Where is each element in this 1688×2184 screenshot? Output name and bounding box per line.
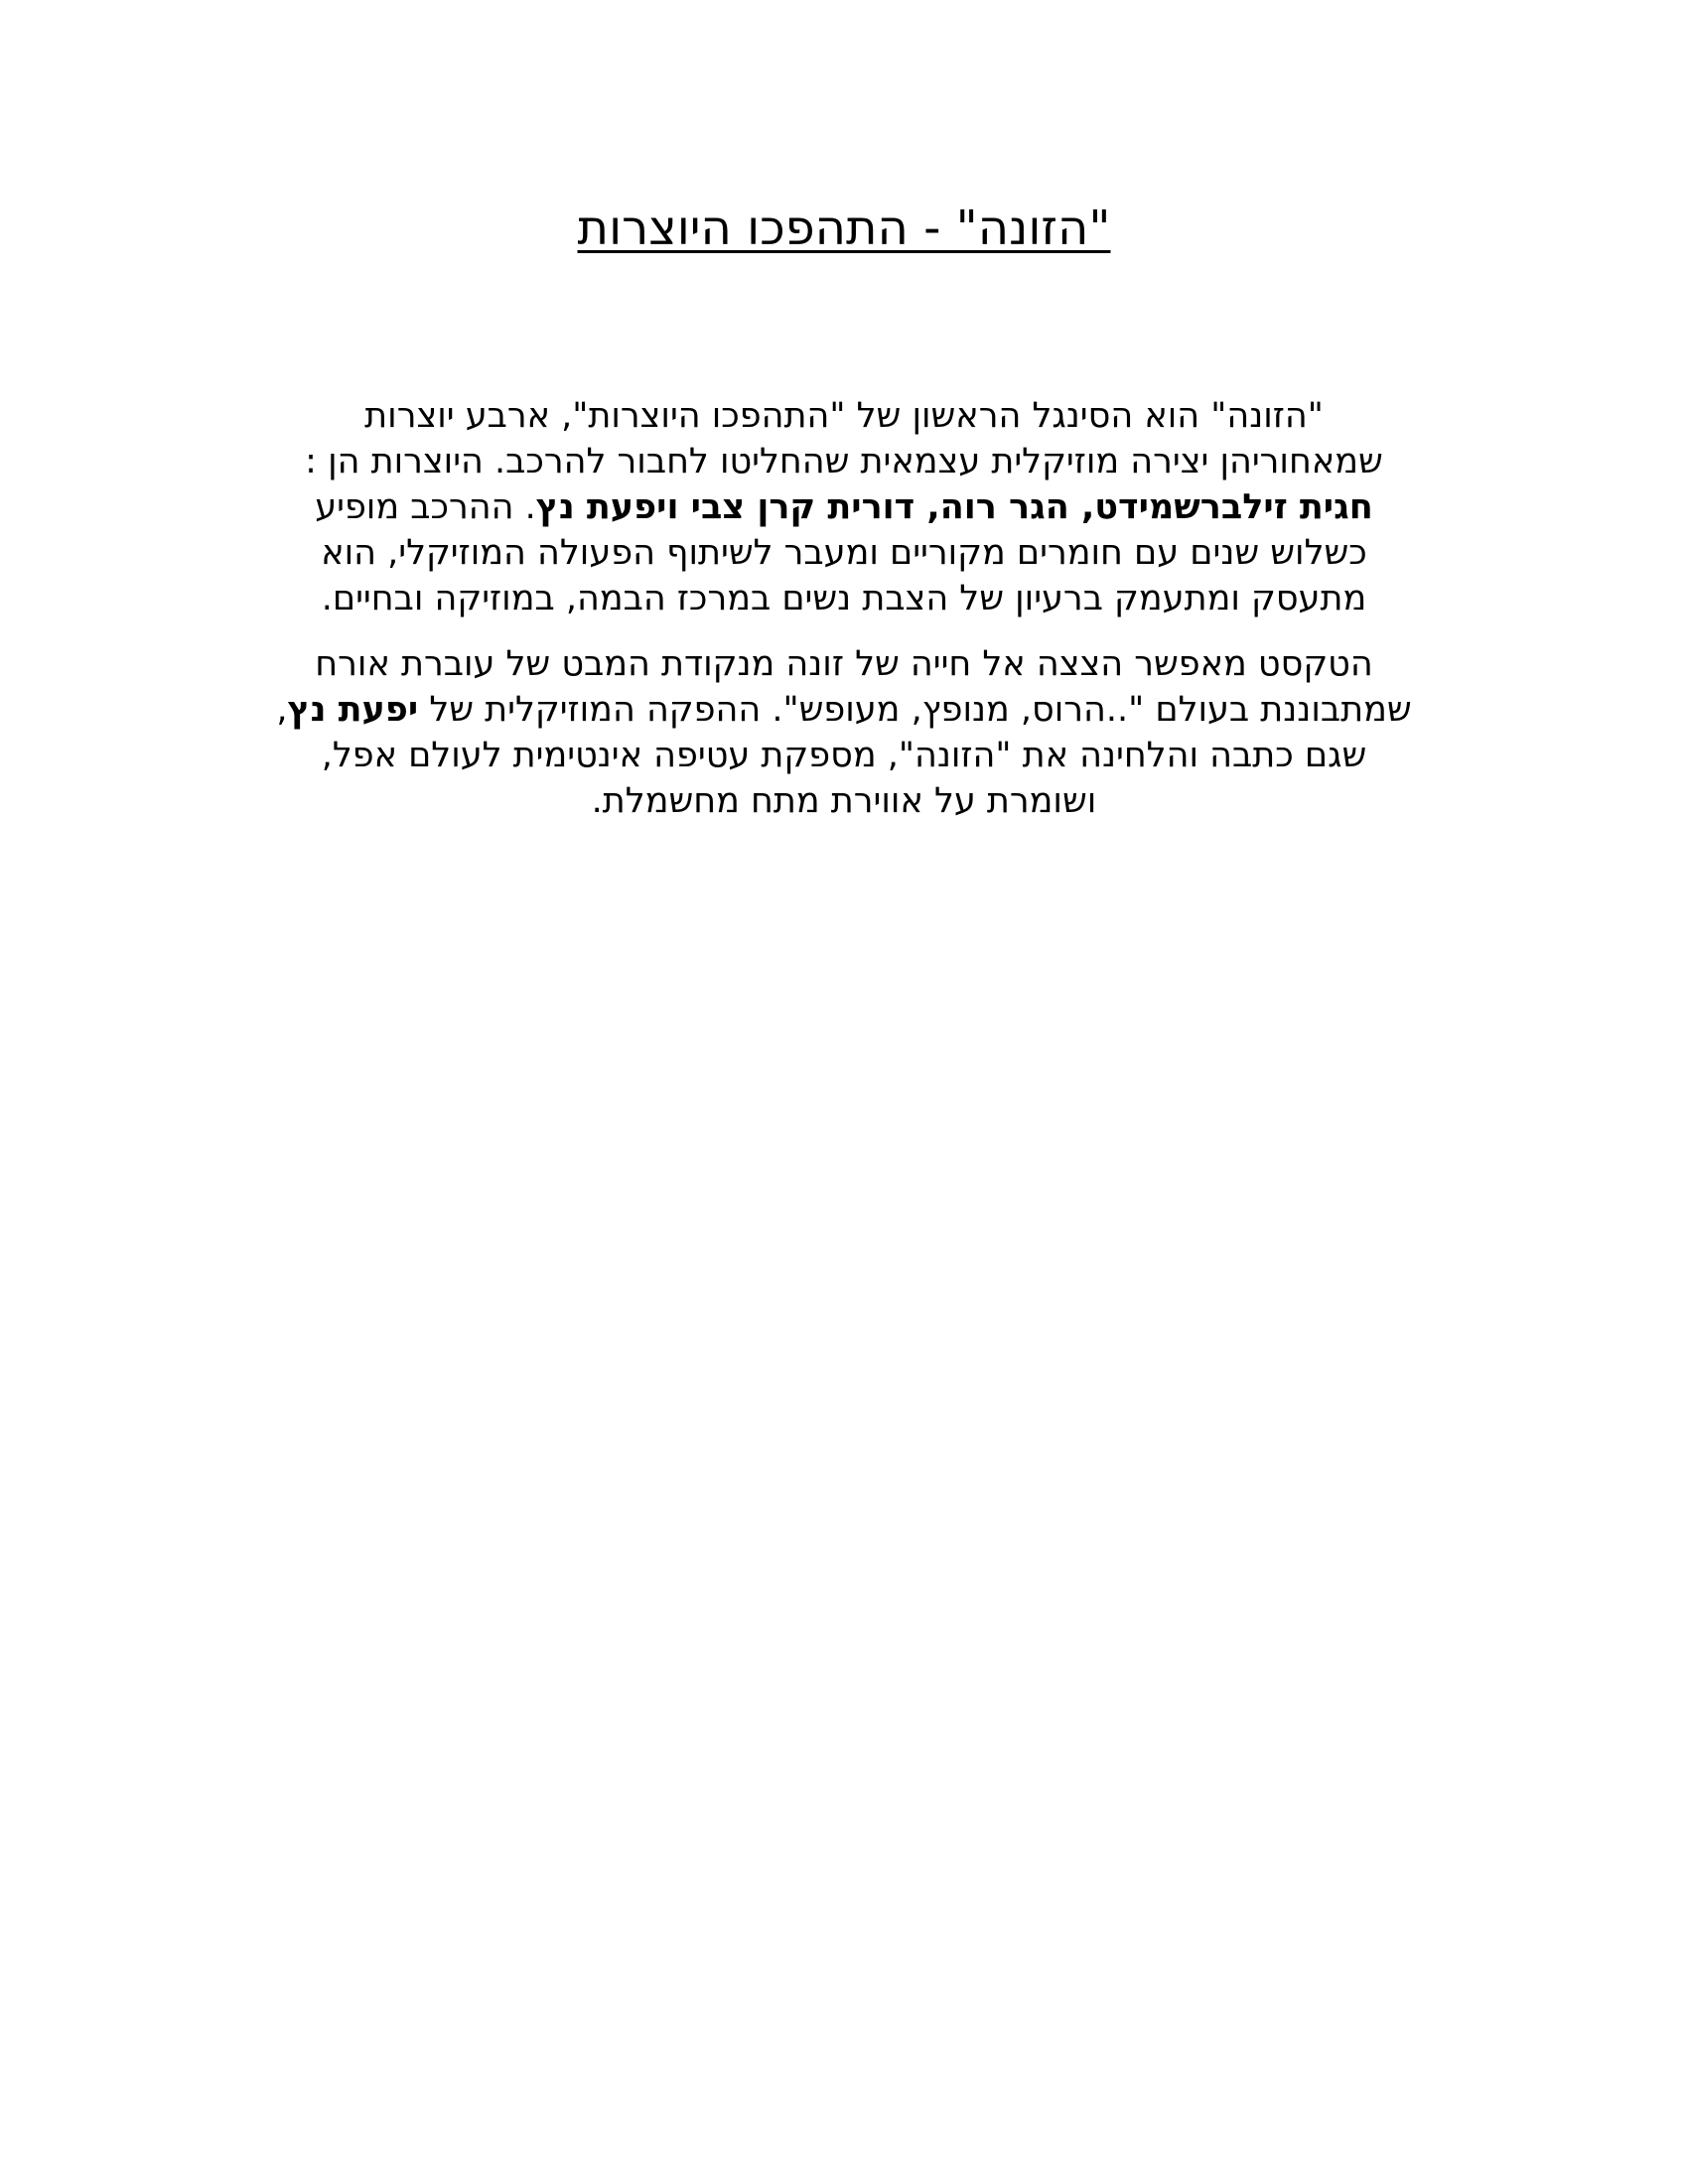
paragraph-intro-line-5: מתעסק ומתעמק ברעיון של הצבת נשים במרכז הבמה, במוזיקה ובחיים. <box>321 579 1367 618</box>
paragraph-description-line-2 <box>189 687 1499 733</box>
document-title: "הזונה" - התהפכו היוצרות <box>577 201 1111 256</box>
creators-names: חגית זילברשמידט, הגר רוה, דורית קרן צבי ויפעת נץ <box>535 487 1373 527</box>
paragraph-description-line-2-start: שמתבוננת בעולם "..הרוס, מנופץ, מעופש". ההפקה המוזיקלית של <box>418 690 1412 730</box>
paragraph-intro-line-3 <box>189 484 1499 530</box>
paragraph-intro-line-2: שמאחוריהן יצירה מוזיקלית עצמאית שהחליטו לחבור להרכב. היוצרות הן : <box>305 442 1383 481</box>
paragraph-intro <box>189 393 1499 621</box>
paragraph-description-line-3: שגם כתבה והלחינה את "הזונה", מספקת עטיפה אינטימית לעולם אפל, <box>321 736 1367 775</box>
paragraph-intro-line-4: כשלוש שנים עם חומרים מקוריים ומעבר לשיתוף הפעולה המוזיקלי, הוא <box>321 533 1367 573</box>
paragraph-description-line-1: הטקסט מאפשר הצצה אל חייה של זונה מנקודת המבט של עוברת אורח <box>315 644 1373 684</box>
paragraph-description-line-2-end: , <box>276 690 288 730</box>
document-body <box>189 393 1499 824</box>
paragraph-intro-line-3-rest: . ההרכב מופיע <box>315 487 536 527</box>
producer-name: יפעת נץ <box>287 690 419 730</box>
paragraph-description <box>189 641 1499 824</box>
paragraph-description-line-4: ושומרת על אווירת מתח מחשמלת. <box>591 781 1097 821</box>
paragraph-intro-line-1: "הזונה" הוא הסינגל הראשון של "התהפכו היוצרות", ארבע יוצרות <box>364 396 1324 436</box>
